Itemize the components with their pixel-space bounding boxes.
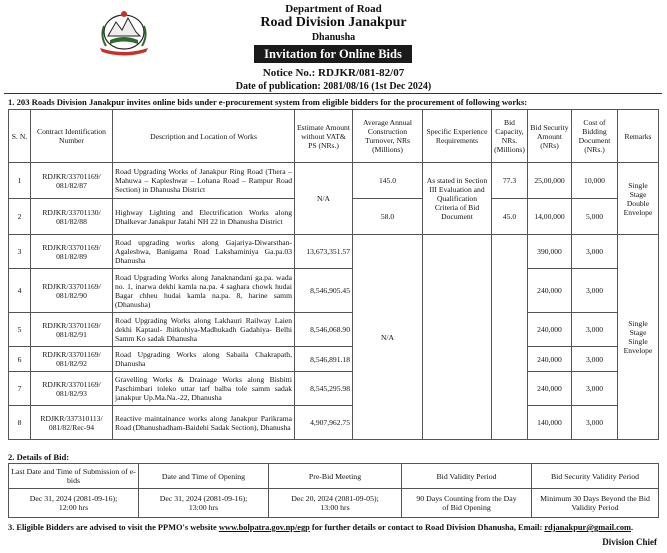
contact-email-link[interactable]: rdjanakpur@gmail.com: [544, 523, 632, 532]
table-row: [9, 406, 659, 440]
bid-works-table: [8, 109, 659, 440]
row-sn: 3: [9, 235, 31, 269]
row-contract-id: RDJKR/33701169/ 081/82/90: [31, 269, 113, 313]
row-turnover: 58.0: [353, 199, 423, 235]
office-name: Road Division Janakpur: [260, 15, 407, 30]
row-contract-id: RDJKR/33701130/ 081/82/88: [31, 199, 113, 235]
row-description: Reactive maintainance works along Janakpur Parikrama Road (Dhanushadham-Baidehi Sadak Section), Dhanusha: [113, 406, 295, 440]
header-sn: S. N.: [9, 110, 31, 163]
row-description: Road Upgrading Works along Lakhauri Railway Laien dekhi Kaptaul- Jhitkohiya-Madhukadh Gadahiya- Belhi Samm Ko sadak Dhanusha: [113, 313, 295, 347]
publication-date: Date of publication: 2081/08/16 (1st Dec 2024): [235, 81, 432, 92]
row-contract-id: RDJKR/33701169/ 081/82/89: [31, 235, 113, 269]
row-sn: 2: [9, 199, 31, 235]
row-description: Road Upgrading Works along Sabaila Chakrapath, Dhanusha: [113, 347, 295, 372]
submission-deadline: Dec 31, 2024 (2081-09-16); 12:00 hrs: [9, 489, 139, 518]
district-name: Dhanusha: [311, 32, 356, 43]
table-row: [9, 313, 659, 347]
signatory: Division Chief: [602, 537, 657, 547]
opening-time: Dec 31, 2024 (2081-09-16); 13:00 hrs: [139, 489, 269, 518]
row-bid-security: 140,000: [528, 406, 572, 440]
table-row: [9, 163, 659, 199]
group2-experience-empty: [423, 235, 492, 440]
row-sn: 1: [9, 163, 31, 199]
row-bid-capacity: 77.3: [492, 163, 528, 199]
row-contract-id: RDJKR/33701169/ 081/82/93: [31, 372, 113, 406]
group2-turnover: N/A: [353, 235, 423, 440]
details-header-security-validity: Bid Security Validity Period: [532, 464, 659, 489]
row-bid-security: 390,000: [528, 235, 572, 269]
group1-experience: As stated in Section III Evaluation and Qualification Criteria of Bid Document: [423, 163, 492, 235]
row-document-cost: 3,000: [572, 235, 618, 269]
bid-security-validity-period: Minimum 30 Days Beyond the Bid Validity Period: [532, 489, 659, 518]
row-bid-security: 25,00,000: [528, 163, 572, 199]
header-description: Description and Location of Works: [113, 110, 295, 163]
row-sn: 4: [9, 269, 31, 313]
header-document-cost: Cost of Bidding Document (NRs.): [572, 110, 618, 163]
row-estimate: 4,907,962.75: [295, 406, 353, 440]
header-bid-capacity: Bid Capacity, NRs. (Millions): [492, 110, 528, 163]
row-description: Highway Lighting and Electrification Works along Dhalkevar Janakpur Jatahi NH 22 in Dhanusha District: [113, 199, 295, 235]
intro-text: 1. 203 Roads Division Janakpur invites online bids under e-procurement system from eligible bidders for the procurement of following works:: [8, 97, 528, 107]
row-document-cost: 5,000: [572, 199, 618, 235]
table-row: [9, 347, 659, 372]
header-remarks: Remarks: [618, 110, 659, 163]
row-document-cost: 3,000: [572, 372, 618, 406]
header-turnover: Average Annual Construction Turnover, NRs (Millions): [353, 110, 423, 163]
row-sn: 7: [9, 372, 31, 406]
group2-capacity-empty: [492, 235, 528, 440]
row-sn: 5: [9, 313, 31, 347]
details-header-submission: Last Date and Time of Submission of e-bids: [9, 464, 139, 489]
row-bid-security: 14,00,000: [528, 199, 572, 235]
row-bid-security: 240,000: [528, 269, 572, 313]
header-estimate: Estimate Amount without VAT& PS (NRs.): [295, 110, 353, 163]
details-header-opening: Date and Time of Opening: [139, 464, 269, 489]
row-document-cost: 3,000: [572, 269, 618, 313]
row-contract-id: RDJKR/33701169/ 081/82/91: [31, 313, 113, 347]
row-description: Road Upgrading Works along Janaknandani ga.pa. wada no. 1, inarwa dekhi kamla na.pa. 4 saghara chowk hudai Bagar chheu hudai kamla na.pa. 8, harine samm (Dhanusha): [113, 269, 295, 313]
row-contract-id: RDJKR/33701169/ 081/82/92: [31, 347, 113, 372]
row-estimate: 8,546,891.18: [295, 347, 353, 372]
invitation-banner: Invitation for Online Bids: [254, 45, 412, 63]
row-bid-security: 240,000: [528, 347, 572, 372]
header-experience: Specific Experience Requirements: [423, 110, 492, 163]
row-estimate: 8,546,068.90: [295, 313, 353, 347]
header-divider: [4, 93, 662, 94]
row-bid-capacity: 45.0: [492, 199, 528, 235]
details-header-row: [9, 464, 659, 489]
table-row: [9, 269, 659, 313]
table-row: [9, 235, 659, 269]
prebid-meeting-time: Dec 20, 2024 (2081-09-05); 13:00 hrs: [269, 489, 402, 518]
department-name: Department of Road: [285, 3, 382, 15]
row-estimate: 13,673,351.57: [295, 235, 353, 269]
bid-details-table: [8, 463, 659, 518]
row-description: Road upgrading works along Gajariya-Diwarsthan-Agaleshwa, Banigama Road Lakshaminiya Ga.pa.03 Dhanusha: [113, 235, 295, 269]
contact-note: 3. Eligible Bidders are advised to visit the PPMO's website www.bolpatra.gov.np/egp for further details or contact to Road Division Dhanusha, Email: rdjanakpur@gmail.com.: [8, 523, 634, 532]
row-sn: 6: [9, 347, 31, 372]
details-header-validity: Bid Validity Period: [402, 464, 532, 489]
details-value-row: [9, 489, 659, 518]
details-header-prebid: Pre-Bid Meeting: [269, 464, 402, 489]
group2-remarks: Single Stage Single Envelope: [618, 235, 659, 440]
row-description: Road Upgrading Works of Janakpur Ring Road (Thera – Mahuwa – Kapleshwar – Lohana Road – Rampur Road Section) in Dhanusha District: [113, 163, 295, 199]
row-document-cost: 3,000: [572, 313, 618, 347]
header-bid-security: Bid Security Amount (NRs): [528, 110, 572, 163]
row-bid-security: 240,000: [528, 313, 572, 347]
notice-number: Notice No.: RDJKR/081-82/07: [262, 67, 405, 79]
row-document-cost: 3,000: [572, 406, 618, 440]
row-estimate: 8,546,905.45: [295, 269, 353, 313]
bid-validity-period: 90 Days Counting from the Day of Bid Opening: [402, 489, 532, 518]
details-title: 2. Details of Bid:: [8, 452, 70, 462]
row-contract-id: RDJKR/337310113/ 081/82/Rec-94: [31, 406, 113, 440]
row-document-cost: 3,000: [572, 347, 618, 372]
row-bid-security: 240,000: [528, 372, 572, 406]
row-description: Gravelling Works & Drainage Works along Bisbitti Paschimbari toleko uttar tarf balba tole samm sadak janakpur Up.Ma.Na.-22, Dhanusha: [113, 372, 295, 406]
ppmo-website-link[interactable]: www.bolpatra.gov.np/egp: [218, 523, 310, 532]
row-turnover: 145.0: [353, 163, 423, 199]
group1-remarks: Single Stage Double Envelope: [618, 163, 659, 235]
row-document-cost: 10,000: [572, 163, 618, 199]
row-estimate: 8,545,295.98: [295, 372, 353, 406]
header-contract-id: Contract Identification Number: [31, 110, 113, 163]
group1-estimate: N/A: [295, 163, 353, 235]
row-contract-id: RDJKR/33701169/ 081/82/87: [31, 163, 113, 199]
table-header-row: [9, 110, 659, 163]
row-sn: 8: [9, 406, 31, 440]
table-row: [9, 372, 659, 406]
